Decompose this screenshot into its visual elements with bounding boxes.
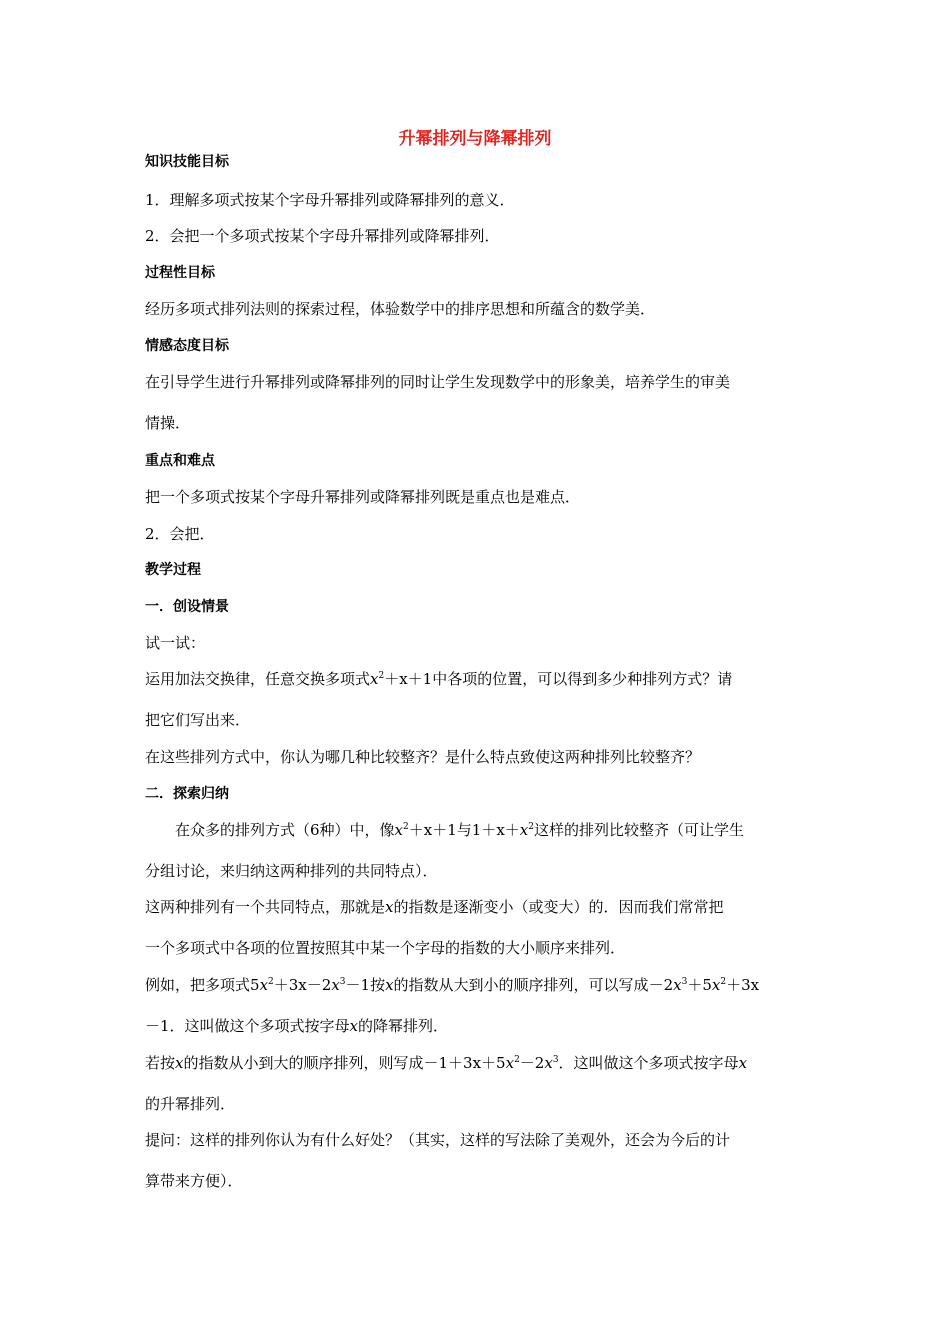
paragraph-e2: 情操． [145,414,191,432]
paragraph-x10: 算带来方便）． [145,1172,243,1190]
paragraph-e1: 在引导学生进行升幂排列或降幂排列的同时让学生发现数学中的形象美，培养学生的审美 [145,373,731,391]
heading-part2: 二．探索归纳 [145,786,229,802]
paragraph-x1: 在众多的排列方式（6种）中，像$x^2+x+1$与$1+x+x^2$这样的排列比较整齐（可让学生 [175,821,745,839]
heading-process: 过程性目标 [145,265,215,281]
paragraph-k1: 1．理解多项式按某个字母升幂排列或降幂排列的意义． [145,191,515,209]
paragraph-x8: 的升幂排列． [145,1095,236,1113]
heading-emotion: 情感态度目标 [145,338,229,354]
paragraph-t2: 把它们写出来． [145,711,251,729]
paragraph-x9: 提问：这样的排列你认为有什么好处？（其实，这样的写法除了美观外，还会为今后的计 [145,1131,731,1149]
paragraph-try: 试一试： [145,634,206,652]
paragraph-x2: 分组讨论，来归纳这两种排列的共同特点）． [145,862,438,880]
paragraph-p1: 经历多项式排列法则的探索过程，体验数学中的排序思想和所蕴含的数学美． [145,300,656,318]
page-title: 升幂排列与降幂排列 [398,129,552,149]
heading-key-points: 重点和难点 [145,453,215,469]
paragraph-k2: 2．会把一个多项式按某个字母升幂排列或降幂排列． [145,227,500,245]
paragraph-x4: 一个多项式中各项的位置按照其中某一个字母的指数的大小顺序来排列． [145,939,626,957]
paragraph-kp2: 2．会把． [145,525,215,543]
paragraph-x6: －1．这叫做这个多项式按字母x的降幂排列． [145,1017,449,1035]
paragraph-x7: 若按x的指数从小到大的顺序排列，则写成$-1+3x+5x^2-2x^3$．这叫做这个多项式按字母x [145,1054,748,1072]
paragraph-x3: 这两种排列有一个共同特点，那就是x的指数是逐渐变小（或变大）的．因而我们常常把 [145,898,724,916]
paragraph-t1: 运用加法交换律，任意交换多项式$x^2+x+1$中各项的位置，可以得到多少种排列方式？请 [145,670,733,688]
heading-part1: 一．创设情景 [145,599,229,615]
paragraph-t3: 在这些排列方式中，你认为哪几种比较整齐？是什么特点致使这两种排列比较整齐？ [145,748,701,766]
heading-teaching: 教学过程 [145,562,201,578]
paragraph-x5: 例如，把多项式$5x^2+3x-2x^3-1$按x的指数从大到小的顺序排列，可以写成$-2x^3+5x^2+3x$ [145,976,760,994]
paragraph-kp1: 把一个多项式按某个字母升幂排列或降幂排列既是重点也是难点． [145,488,581,506]
heading-knowledge: 知识技能目标 [145,154,229,170]
